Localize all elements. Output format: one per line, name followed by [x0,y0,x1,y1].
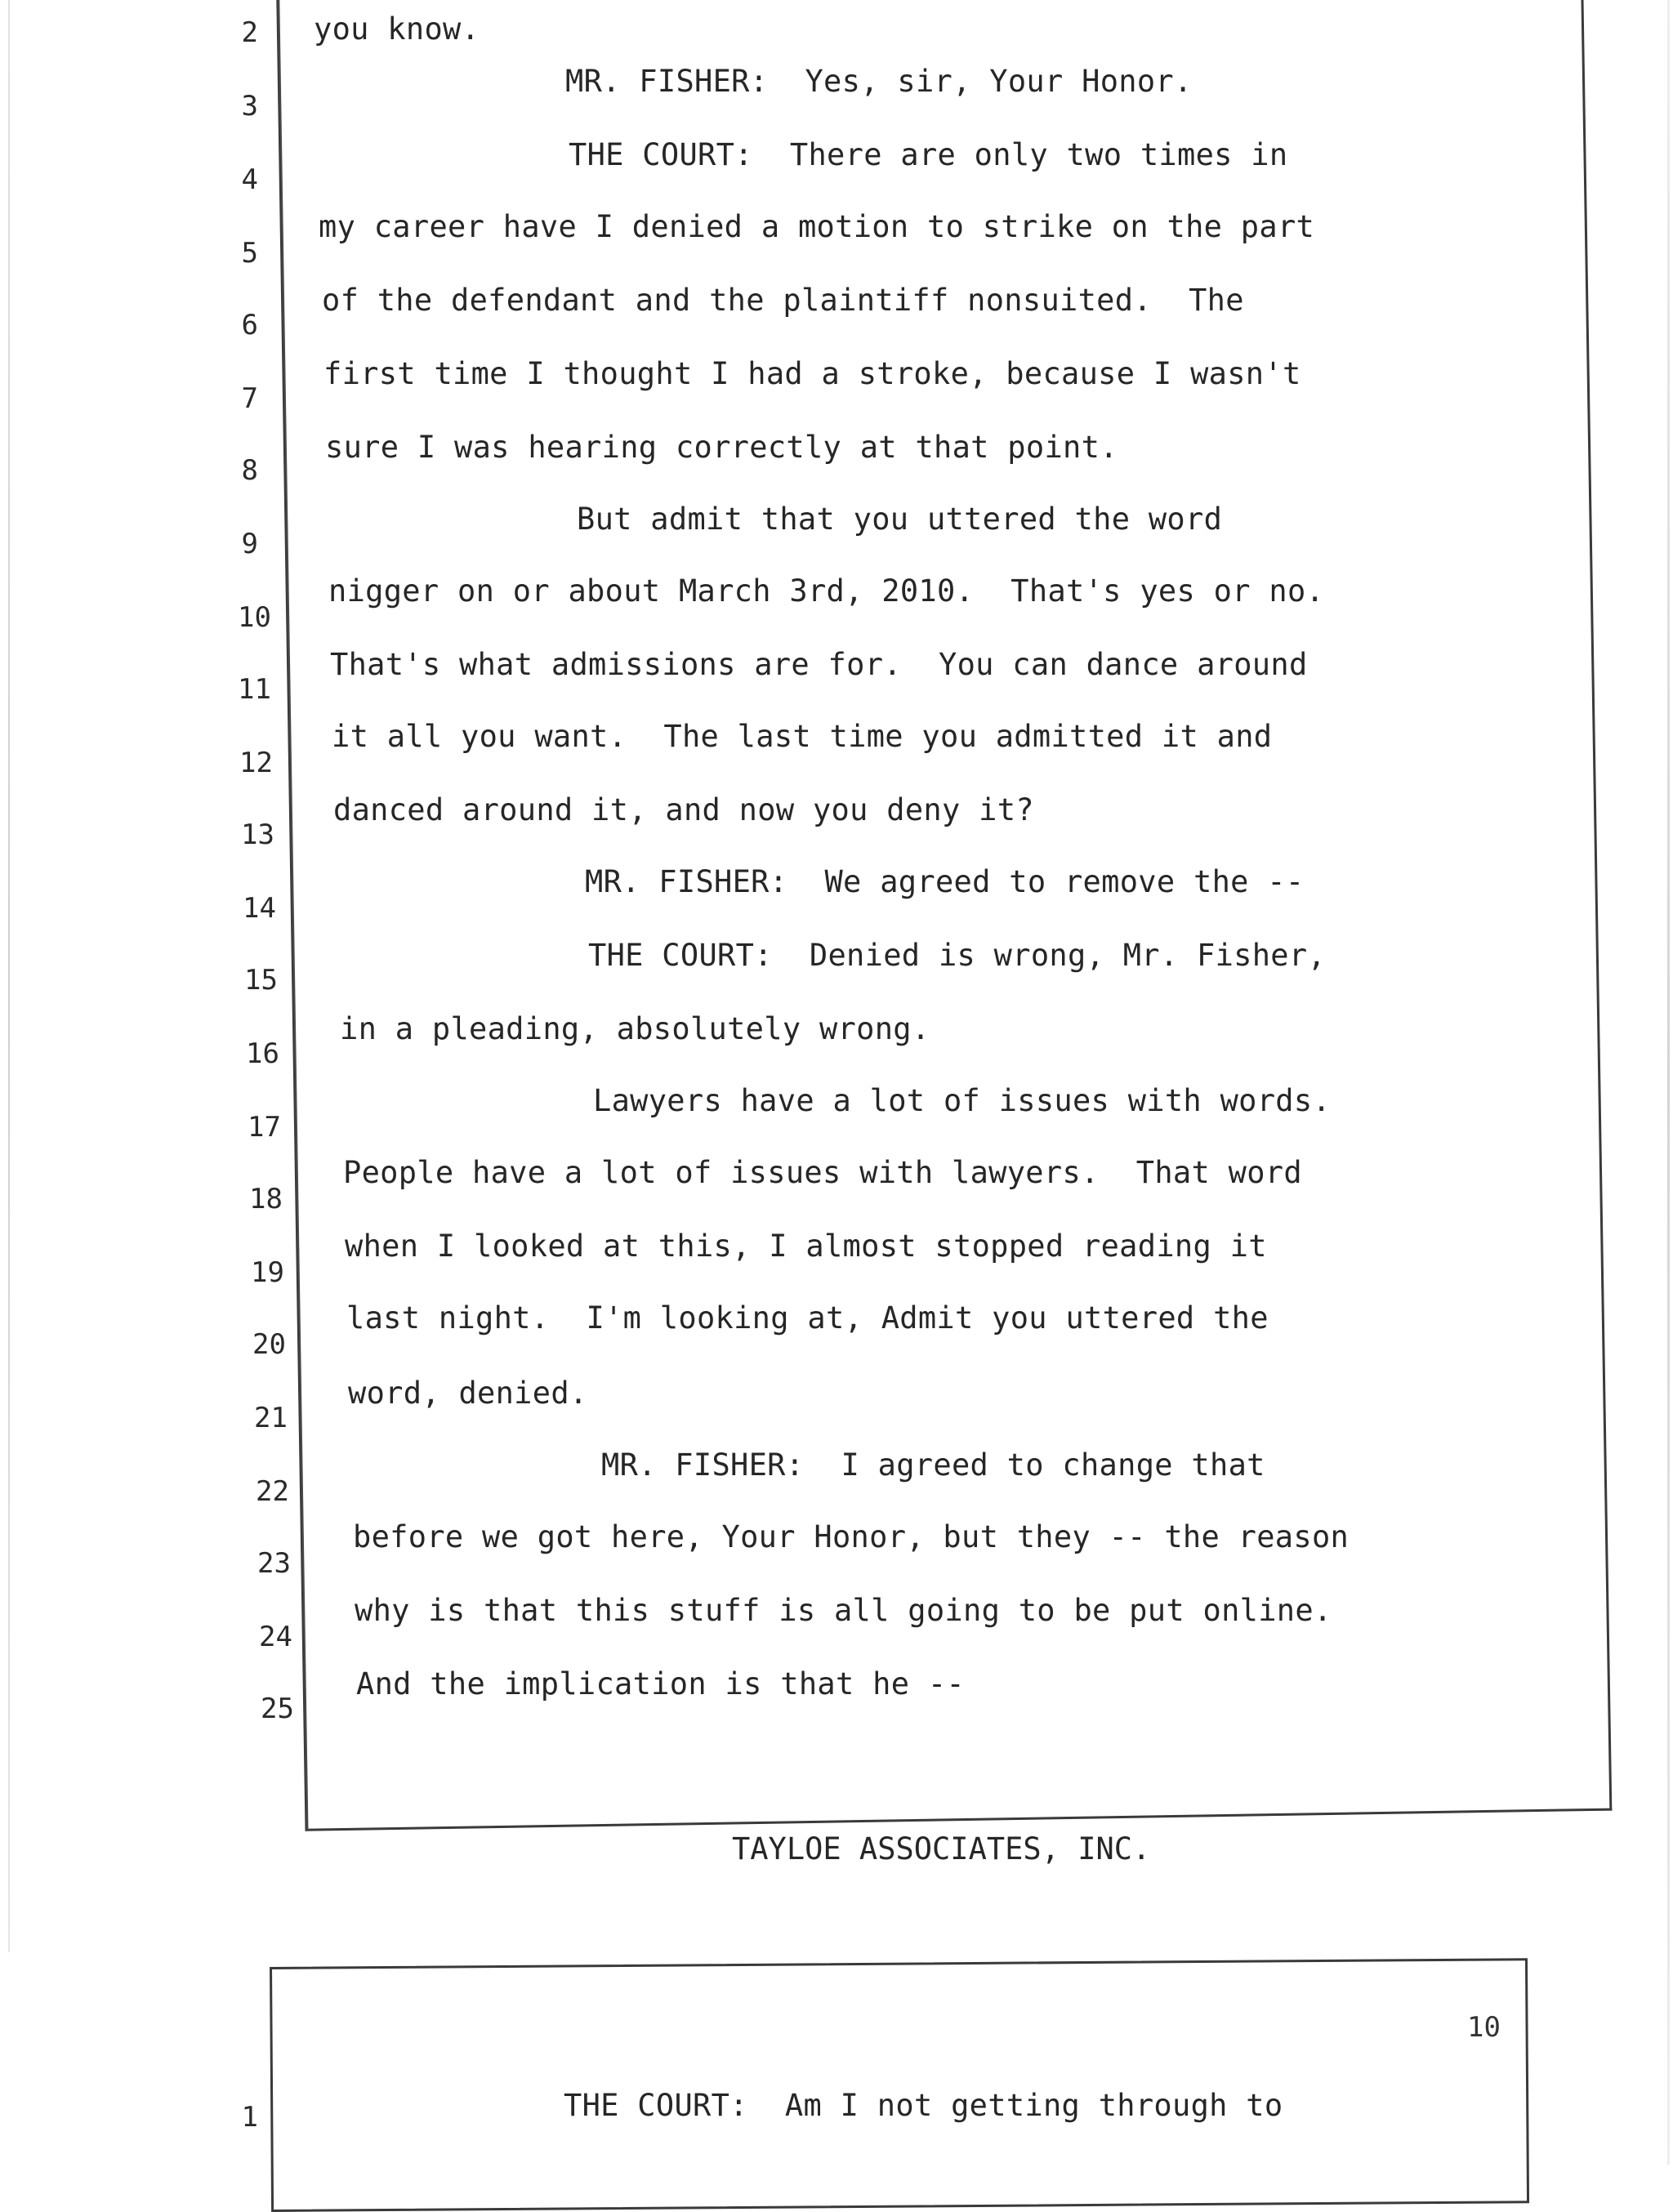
transcript-line-23: before we got here, Your Honor, but they -- the reason [353,1519,1350,1554]
transcript-line-3: MR. FISHER: Yes, sir, Your Honor. [565,64,1193,99]
line-number-5: 5 [241,237,258,270]
transcript-line-7: first time I thought I had a stroke, because I wasn't [323,356,1301,391]
scan-edge-right [1667,0,1670,2165]
transcript-line-9: But admit that you uttered the word [577,502,1223,537]
line-number-19: 19 [251,1256,284,1289]
line-number-17: 17 [248,1111,281,1144]
transcript-line-5: my career have I denied a motion to strike on the part [319,209,1315,244]
transcript-line-20: last night. I'm looking at, Admit you uttered the [346,1300,1269,1336]
transcript-line-4: THE COURT: There are only two times in [569,137,1288,172]
reporter-footer: TAYLOE ASSOCIATES, INC. [732,1831,1151,1866]
line-number-18: 18 [249,1183,283,1215]
line-number-16: 16 [246,1037,279,1070]
line-number-7: 7 [241,382,258,415]
transcript-line-10: nigger on or about March 3rd, 2010. That's yes or no. [328,573,1325,609]
line-number-23: 23 [257,1547,291,1580]
transcript-line-17: Lawyers have a lot of issues with words. [593,1083,1332,1118]
line-number-9: 9 [241,528,258,560]
line-number-11: 11 [238,673,271,706]
transcript-line-15: THE COURT: Denied is wrong, Mr. Fisher, [588,938,1327,973]
line-number-8: 8 [241,454,258,487]
line-number-14: 14 [243,892,276,925]
transcript-line-6: of the defendant and the plaintiff nonsuited. The [322,283,1244,318]
page-number: 10 [1467,2011,1501,2044]
transcript-page-frame [276,0,1612,1831]
transcript-line-14: MR. FISHER: We agreed to remove the -- [585,864,1305,899]
line-number-24: 24 [259,1621,292,1653]
line-number-12: 12 [239,747,273,779]
transcript-line-2: you know. [314,11,480,47]
line-number-22: 22 [256,1475,289,1508]
line-number-2: 2 [241,16,258,49]
transcript-line-25: And the implication is that he -- [356,1666,966,1701]
line-number-15: 15 [244,964,278,997]
transcript-line-13: danced around it, and now you deny it? [333,792,1034,827]
line-number-10: 10 [238,601,271,634]
transcript-line-8: sure I was hearing correctly at that point. [325,430,1118,465]
transcript-line-22: MR. FISHER: I agreed to change that [601,1447,1265,1483]
line-number-13: 13 [241,818,274,851]
line-number-20: 20 [252,1328,286,1361]
line-number-25: 25 [261,1692,294,1725]
transcript-line-18: People have a lot of issues with lawyers. That word [343,1155,1302,1190]
transcript-line-12: it all you want. The last time you admitted it and [332,719,1273,754]
line-number-6: 6 [241,309,258,341]
line-number-3: 3 [241,90,258,123]
transcript-line-21: word, denied. [348,1376,588,1411]
next-page-line-1: THE COURT: Am I not getting through to [564,2088,1283,2123]
line-number-4: 4 [241,163,258,196]
transcript-line-16: in a pleading, absolutely wrong. [340,1011,930,1046]
next-page-frame [270,1958,1529,2212]
scan-edge-left [8,0,10,1952]
line-number-1: 1 [241,2101,258,2134]
line-number-21: 21 [254,1402,288,1434]
transcript-line-11: That's what admissions are for. You can dance around [330,647,1308,682]
transcript-line-24: why is that this stuff is all going to be put online. [355,1593,1332,1628]
transcript-line-19: when I looked at this, I almost stopped reading it [345,1229,1267,1264]
